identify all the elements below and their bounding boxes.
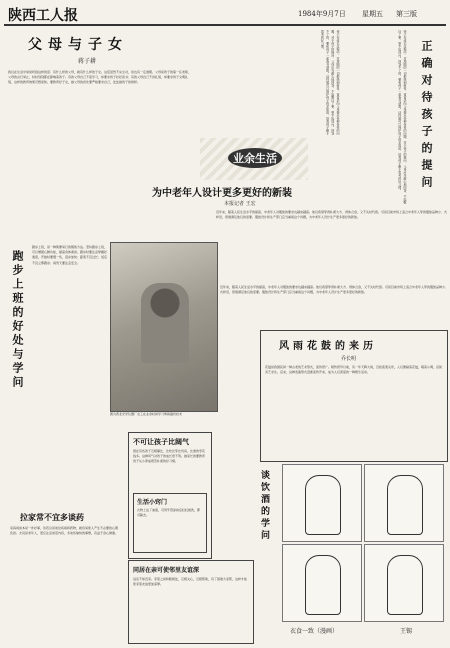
series-column-body: 孩子在成长过程中，对周围的一切都感到新奇，常常会向父母提出各种各样的问题。对于孩子的提问，父母应当耐心地回答，不能敷衍了事，更不能训斥。回答不了的，要和孩子一起查书请教。这样做可以保护孩子的求知欲，培养孩子勤于思考的好习惯。 — [397, 30, 407, 204]
feature-headline: 为中老年人设计更多更好的新装 — [152, 188, 292, 199]
sidebar-body: 现在有些孩子互相攀比，比吃比穿比玩具，比谁的零花钱多。这种风气对孩子的成长很不利。做家长的要教育孩子从小养成艰苦朴素的好习惯。 — [133, 449, 206, 464]
banner-label: 业余生活 — [228, 148, 282, 168]
right-column-text: 近年来，随着人民生活水平的提高，中老年人对服装的要求也越来越高。他们希望穿得朴素大方、得体合身，又不失时代感。可是目前市场上适合中老年人穿的服装品种少、式样旧，很难满足他们的需要。服装设计和生产部门应当重视这个问题，为中老年人设计生产更多更好的新装。 — [220, 285, 448, 295]
masthead-page: 第三版 — [396, 10, 417, 18]
sidebar-title: 不可让孩子比阔气 — [133, 437, 189, 446]
nested-label: 生活小窍门 — [137, 499, 168, 506]
cartoon-figure-1 — [305, 475, 341, 535]
photo-figure — [141, 283, 189, 363]
feature-byline: 本报记者 王宏 — [224, 201, 256, 207]
cartoon-panel-1 — [282, 464, 362, 542]
masthead-date: 1984年9月7日 — [298, 10, 346, 18]
masthead — [0, 0, 450, 26]
cartoon-figure-4 — [387, 555, 423, 615]
middle-vertical-text: 孩子在成长过程中，对周围的一切都感到新奇，常常会向父母提出各种各样的问题。对于孩子的提问，父母应当耐心地回答，不能敷衍了事，更不能训斥。回答不了的，要和孩子一起查书请教。这样做可以保护孩子的求知欲，培养孩子勤于思考的好习惯。 — [320, 30, 340, 135]
cartoon-author: 王锡 — [400, 628, 413, 635]
bottom-left-title: 拉家常不宜多谈药 — [20, 512, 84, 522]
cartoon-panel-4 — [364, 544, 444, 622]
cartoon-figure-3 — [305, 555, 341, 615]
masthead-weekday: 星期五 — [362, 10, 383, 18]
sidebar-box — [128, 432, 212, 559]
cartoon-caption: 衣食一致（漫画） — [290, 628, 339, 635]
nested-body: 衣物上沾了油渍，可用牙膏涂抹后轻轻搓洗，即可除去。 — [137, 508, 201, 518]
cartoon-figure-2 — [387, 475, 423, 535]
story-box — [260, 330, 448, 462]
running-title: 跑步上班的好处与学问 — [11, 250, 24, 390]
story-body: 花鼓是我国民间一种古老的艺术形式，流传很广。相传很早以前，有一年天降大雨，百姓流离失所，人们便敲着花鼓，唱着小调，沿街卖艺求生。后来，这种表演形式逐渐流传开来，成为人们喜爱的一种娱乐活动。 — [265, 365, 443, 375]
workshop-photo — [110, 242, 218, 412]
series-column-title: 正确对待孩子的提问 — [420, 40, 433, 193]
cartoon-area — [280, 462, 446, 642]
nested-box — [133, 493, 207, 553]
masthead-logo: 陕西工人报 — [8, 8, 78, 24]
bottom-middle-title: 同居在亲可使邻里友谊深 — [133, 567, 200, 574]
photo-caption: 图为西北光学仪器厂女工在业余时间学习剪裁缝纫技术 — [110, 412, 183, 416]
story-author: 乔长明 — [341, 356, 357, 362]
cartoon-vertical-title: 谈饮酒的学问 — [259, 470, 269, 542]
article-title: 父母与子女 — [28, 37, 128, 53]
bottom-middle-body: 远亲不如近邻。邻里之间和睦相处，互相关心，互相帮助，有了困难大家帮，这样才能使邻里友谊更加深厚。 — [133, 577, 248, 587]
article-father-son — [8, 30, 193, 240]
article-author: 蒋子耕 — [78, 58, 97, 65]
bottom-middle-box — [128, 560, 254, 644]
masthead-rule — [4, 24, 446, 26]
feature-banner — [200, 138, 308, 180]
cartoon-panel-3 — [282, 544, 362, 622]
feature-body: 近年来，随着人民生活水平的提高，中老年人对服装的要求也越来越高。他们希望穿得朴素大方、得体合身，又不失时代感。可是目前市场上适合中老年人穿的服装品种少、式样旧，很难满足他们的需要。服装设计和生产部门应当重视这个问题，为中老年人设计生产更多更好的新装。 — [216, 210, 448, 220]
running-body: 跑步上班，是一种简便易行的锻炼方法。坚持跑步上班，可以增强心肺功能，提高身体素质。跑步时要注意掌握好速度，开始时要慢一些，逐步加快；距离不宜过长；饭后不宜立即跑步；雨雪天要注意安全。 — [32, 245, 107, 265]
cartoon-panel-2 — [364, 464, 444, 542]
article-body: 我们在生活中常常听到这样的话：有什么样的父母，就有什么样的子女。这话虽然不完全对，但也有一定道理。父母是孩子的第一任老师，父母的言行举止，时时刻刻都在影响着孩子。有的父母自己不爱学习，却要求孩子好好读书；有的父母自己不讲礼貌，却要求孩子文明礼貌，这样的教育效果可想而知。要教育好子女，做父母的首先要严格要求自己，处处做孩子的榜样。 — [8, 70, 192, 85]
bottom-left-body: 家庭闲谈本是一件好事，但若总是谈论疾病和药物，就容易使人产生不必要的心理负担。尤其是老年人，更应注意谈话内容，多谈些愉快的事情，有益于身心健康。 — [10, 526, 119, 536]
story-title: 风雨花鼓的来历 — [279, 341, 377, 352]
